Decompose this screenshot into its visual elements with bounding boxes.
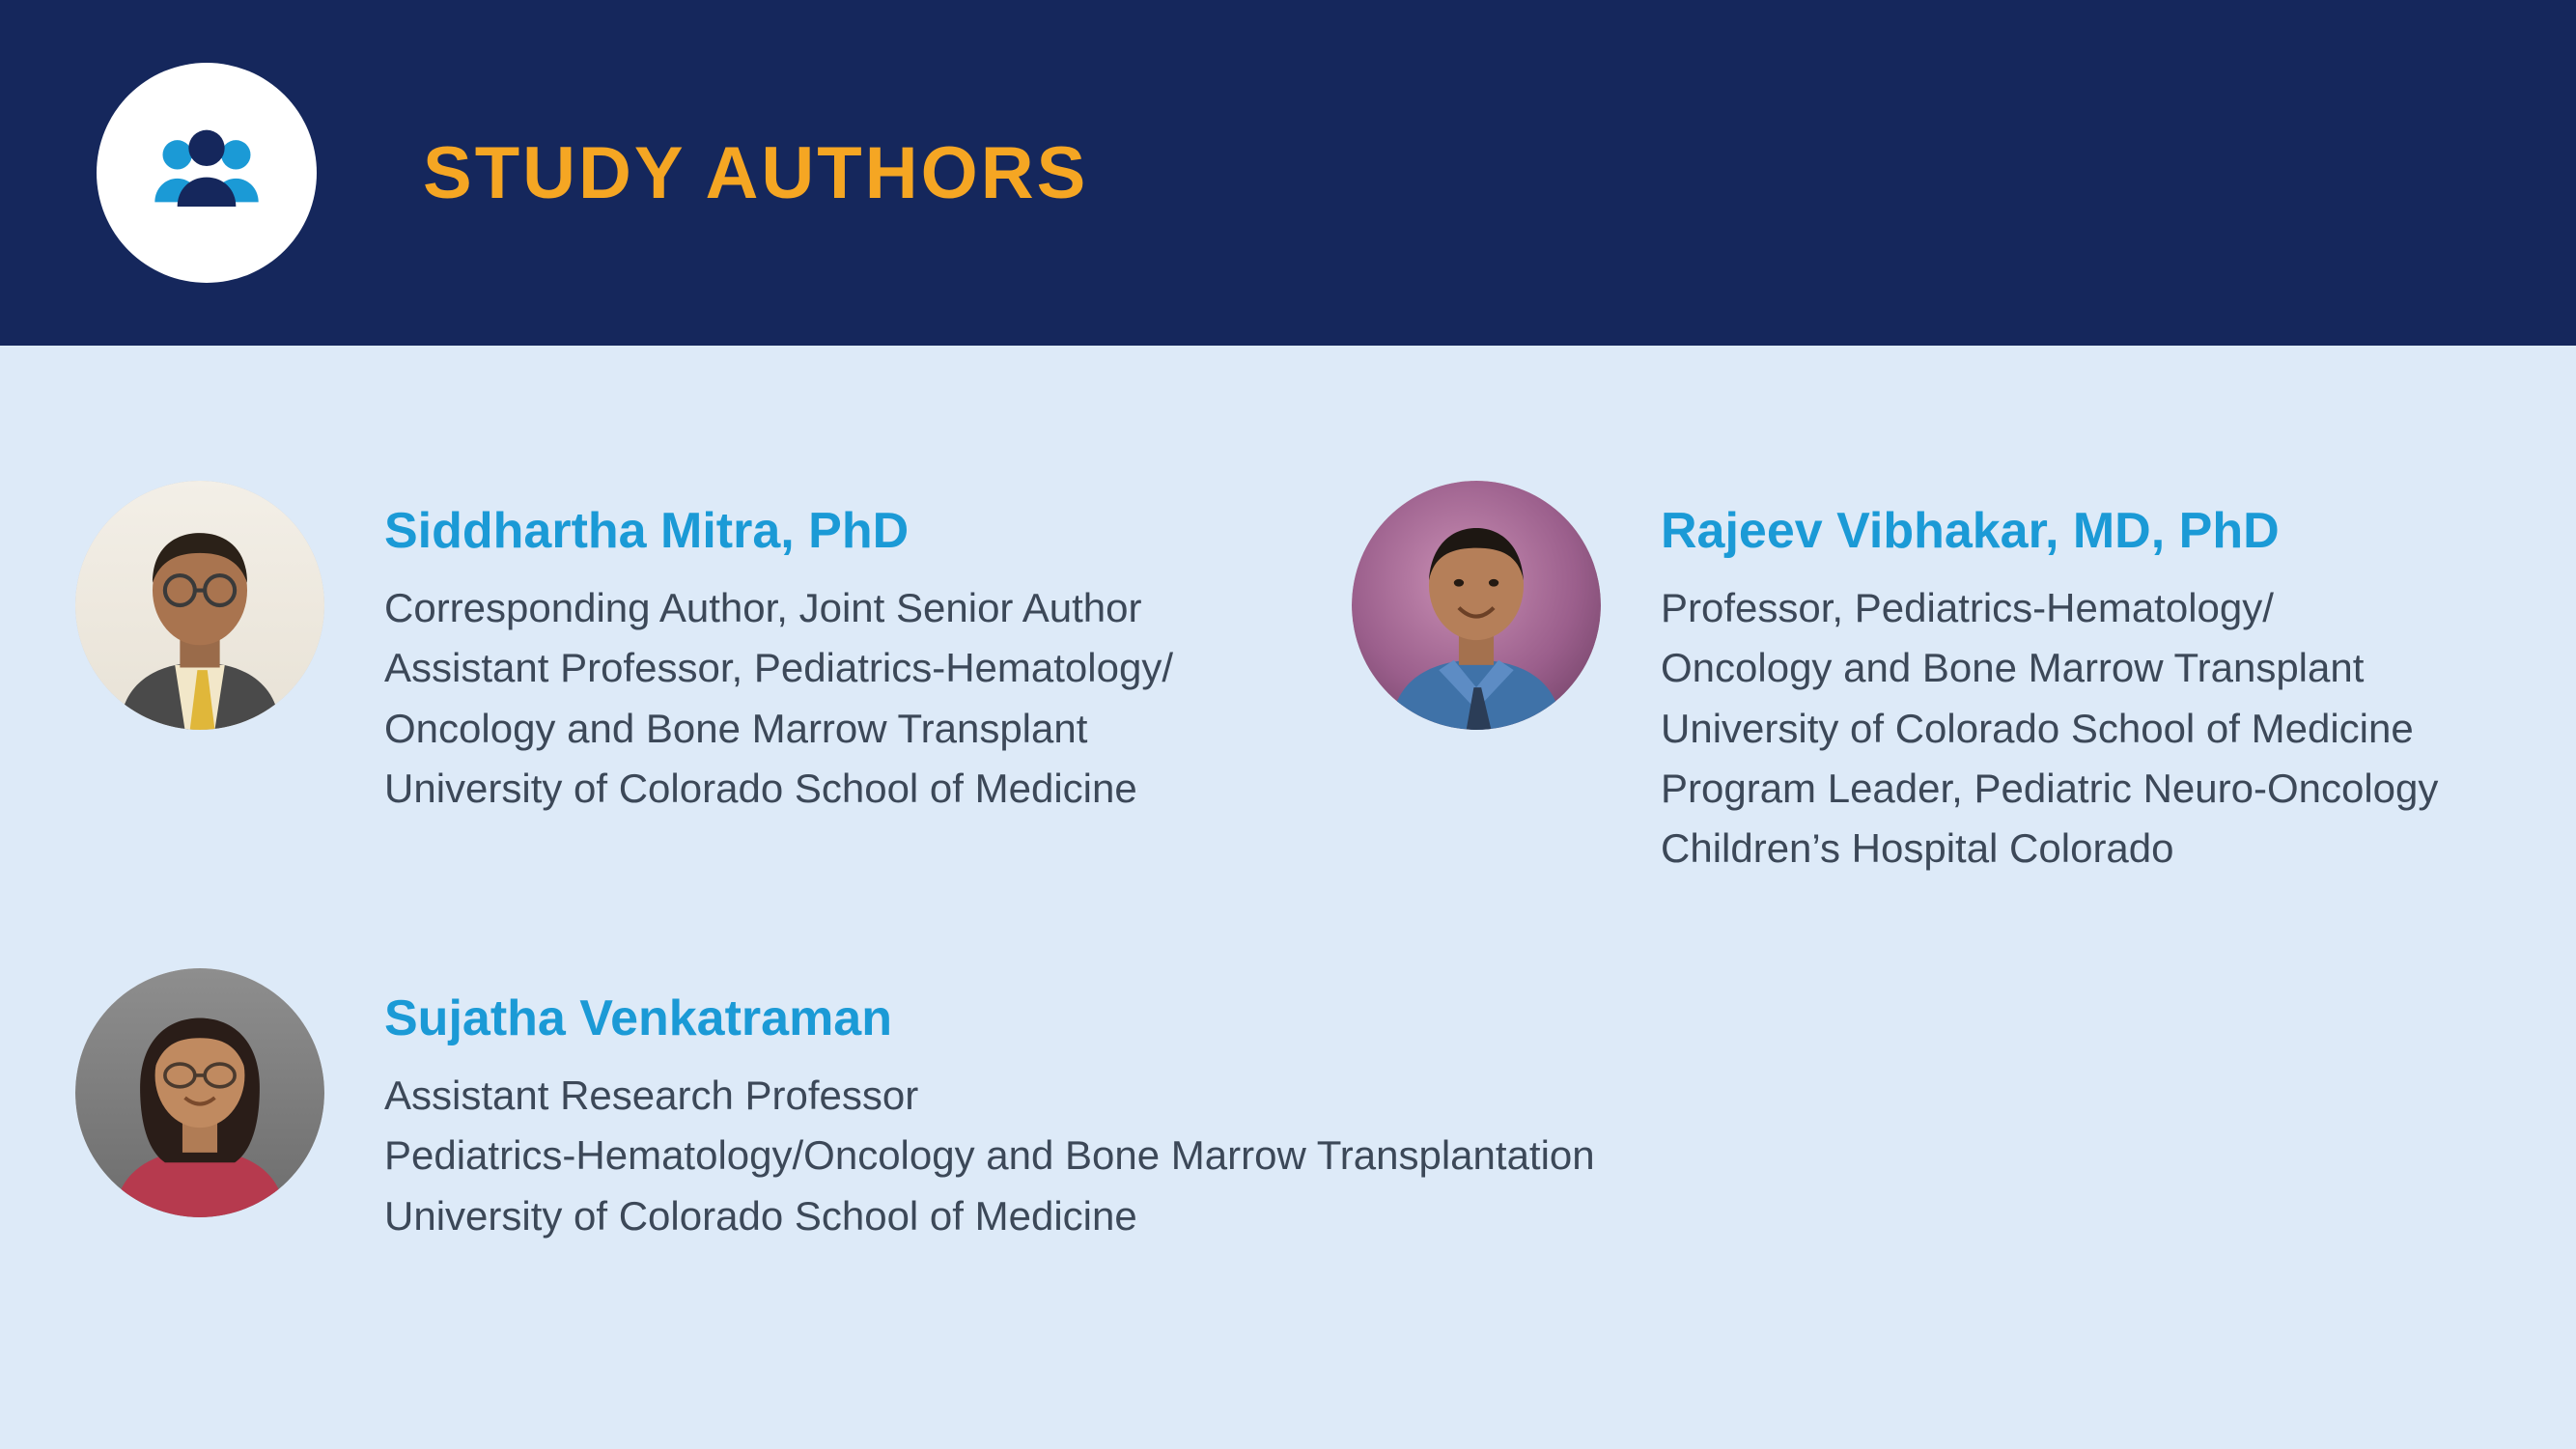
affiliation-line: Program Leader, Pediatric Neuro-Oncology bbox=[1661, 765, 2439, 811]
author-name: Rajeev Vibhakar, MD, PhD bbox=[1661, 503, 2280, 559]
author-card bbox=[1352, 481, 2549, 878]
affiliation-line: Professor, Pediatrics-Hematology/ bbox=[1661, 585, 2274, 631]
author-details bbox=[1661, 481, 2438, 878]
affiliation-line: Assistant Professor, Pediatrics-Hematology/ bbox=[384, 645, 1173, 691]
author-affiliation bbox=[384, 578, 1173, 819]
author-affiliation bbox=[1661, 578, 2438, 878]
author-details bbox=[384, 481, 1173, 819]
page-title: STUDY AUTHORS bbox=[423, 131, 1089, 214]
affiliation-line: Children’s Hospital Colorado bbox=[1661, 824, 2174, 871]
author-affiliation bbox=[384, 1066, 1595, 1245]
affiliation-line: Corresponding Author, Joint Senior Author bbox=[384, 585, 1142, 631]
affiliation-line: Oncology and Bone Marrow Transplant bbox=[384, 705, 1088, 751]
avatar bbox=[75, 481, 324, 730]
affiliation-line: Oncology and Bone Marrow Transplant bbox=[1661, 645, 2365, 691]
people-group-icon bbox=[97, 63, 317, 283]
affiliation-line: University of Colorado School of Medicine bbox=[384, 1192, 1137, 1239]
affiliation-line: Assistant Research Professor bbox=[384, 1073, 919, 1119]
author-name: Sujatha Venkatraman bbox=[384, 990, 892, 1046]
author-card bbox=[75, 481, 1263, 819]
authors-container bbox=[0, 346, 2576, 1449]
author-card bbox=[75, 968, 1717, 1246]
affiliation-line: University of Colorado School of Medicine bbox=[1661, 705, 2414, 751]
author-details bbox=[384, 968, 1595, 1246]
slide-header bbox=[0, 0, 2576, 346]
affiliation-line: University of Colorado School of Medicine bbox=[384, 765, 1137, 811]
avatar bbox=[75, 968, 324, 1217]
author-name: Siddhartha Mitra, PhD bbox=[384, 503, 910, 559]
affiliation-line: Pediatrics-Hematology/Oncology and Bone Marrow Transplantation bbox=[384, 1132, 1595, 1179]
avatar bbox=[1352, 481, 1601, 730]
